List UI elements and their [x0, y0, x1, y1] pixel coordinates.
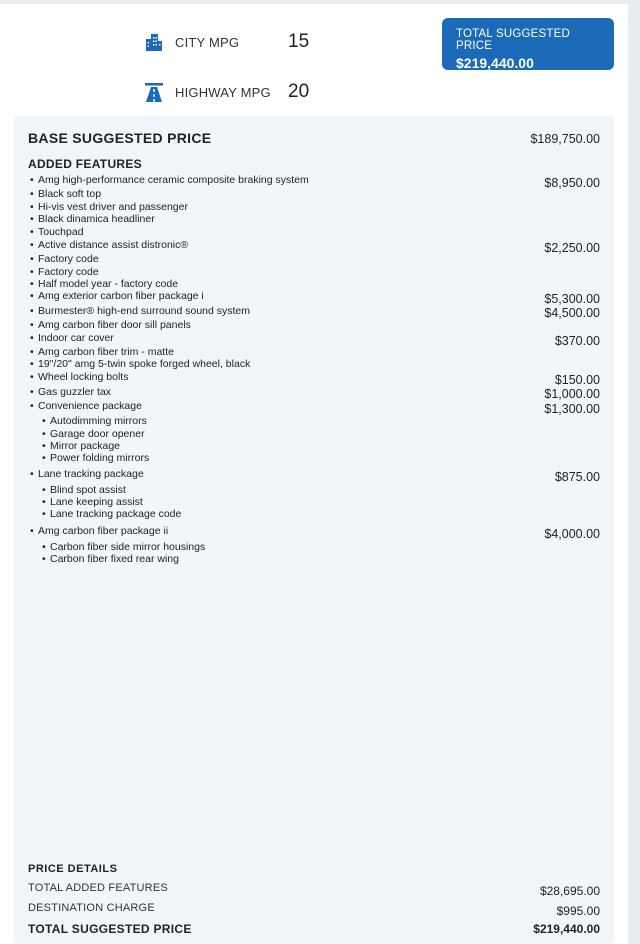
feature-price: $875.00: [554, 470, 600, 484]
feature-subitem: • Carbon fiber fixed rear wing: [42, 553, 179, 565]
feature-item: • Black dinamica headliner: [30, 213, 155, 225]
feature-item: • Amg exterior carbon fiber package i: [30, 290, 204, 302]
feature-item: • Factory code: [30, 253, 99, 265]
feature-text: Factory code: [38, 253, 99, 265]
feature-item: • 19"/20" amg 5-twin spoke forged wheel, black: [30, 358, 251, 370]
feature-subitem: • Lane keeping assist: [42, 496, 143, 508]
feature-text: 19"/20" amg 5-twin spoke forged wheel, black: [38, 358, 251, 370]
total-box-label: TOTAL SUGGESTED PRICE: [456, 28, 570, 52]
feature-price: $1,300.00: [544, 402, 600, 416]
feature-item: • Touchpad: [30, 226, 84, 238]
feature-text: Autodimming mirrors: [50, 415, 147, 427]
feature-item: • Active distance assist distronic®: [30, 239, 189, 251]
price-summary-page: [0, 4, 628, 944]
feature-subitem: • Mirror package: [42, 440, 121, 452]
highway-mpg-value: 20: [288, 81, 310, 102]
base-price-value: $189,750.00: [530, 132, 600, 146]
feature-price: $2,250.00: [544, 241, 600, 255]
added-features-title: ADDED FEATURES: [28, 157, 142, 171]
feature-text: Blind spot assist: [50, 484, 126, 496]
feature-text: Lane tracking package code: [50, 508, 182, 520]
price-details-title: PRICE DETAILS: [28, 863, 118, 875]
feature-item: • Convenience package: [30, 400, 142, 412]
feature-text: Half model year - factory code: [38, 278, 179, 290]
feature-item: • Factory code: [30, 266, 99, 278]
feature-item: • Black soft top: [30, 188, 102, 200]
feature-text: Factory code: [38, 266, 99, 278]
feature-text: Amg carbon fiber door sill panels: [38, 319, 191, 331]
feature-text: Wheel locking bolts: [38, 371, 129, 383]
feature-price: $370.00: [554, 334, 600, 348]
feature-text: Amg high-performance ceramic composite braking system: [38, 174, 309, 186]
feature-text: Amg carbon fiber trim - matte: [38, 346, 174, 358]
feature-price: $5,300.00: [544, 292, 600, 306]
feature-text: Lane keeping assist: [50, 496, 143, 508]
feature-item: • Amg carbon fiber door sill panels: [30, 319, 191, 331]
feature-item: • Amg carbon fiber package ii: [30, 525, 169, 537]
total-added-features-value: $28,695.00: [539, 884, 600, 898]
feature-item: • Hi-vis vest driver and passenger: [30, 201, 188, 213]
total-suggested-price-label: TOTAL SUGGESTED PRICE: [28, 922, 192, 936]
highway-road-icon: [145, 82, 163, 102]
feature-text: Burmester® high-end surround sound system: [38, 305, 251, 317]
highway-mpg-label: HIGHWAY MPG: [175, 84, 271, 100]
price-breakdown-panel: [14, 116, 614, 944]
feature-price: $4,500.00: [544, 306, 600, 320]
feature-text: Gas guzzler tax: [38, 386, 111, 398]
feature-text: Black dinamica headliner: [38, 213, 155, 225]
feature-text: Hi-vis vest driver and passenger: [38, 201, 188, 213]
feature-price: $1,000.00: [544, 387, 600, 401]
feature-text: Touchpad: [38, 226, 84, 238]
destination-charge-label: DESTINATION CHARGE: [28, 902, 155, 914]
feature-item: • Lane tracking package: [30, 468, 144, 480]
feature-subitem: • Autodimming mirrors: [42, 415, 147, 427]
feature-text: Black soft top: [38, 188, 102, 200]
feature-subitem: • Blind spot assist: [42, 484, 126, 496]
feature-text: Mirror package: [50, 440, 121, 452]
highway-mpg-row: [145, 80, 309, 104]
feature-text: Garage door opener: [50, 428, 145, 440]
feature-text: Lane tracking package: [38, 468, 144, 480]
total-suggested-price-box: [442, 18, 614, 70]
feature-item: • Amg carbon fiber trim - matte: [30, 346, 174, 358]
feature-item: • Wheel locking bolts: [30, 371, 129, 383]
total-suggested-price-value: $219,440.00: [533, 922, 600, 936]
feature-price: $4,000.00: [544, 527, 600, 541]
feature-text: Amg carbon fiber package ii: [38, 525, 169, 537]
feature-text: Amg exterior carbon fiber package i: [38, 290, 204, 302]
base-price-label: BASE SUGGESTED PRICE: [28, 130, 212, 146]
city-mpg-label: CITY MPG: [175, 34, 240, 50]
feature-subitem: • Power folding mirrors: [42, 452, 150, 464]
city-buildings-icon: [145, 32, 163, 52]
city-mpg-value: 15: [288, 31, 310, 52]
feature-item: • Indoor car cover: [30, 332, 114, 344]
feature-text: Power folding mirrors: [50, 452, 150, 464]
feature-item: • Burmester® high-end surround sound system: [30, 305, 251, 317]
feature-subitem: • Lane tracking package code: [42, 508, 182, 520]
feature-text: Carbon fiber fixed rear wing: [50, 553, 179, 565]
feature-text: Carbon fiber side mirror housings: [50, 541, 206, 553]
feature-price: $8,950.00: [544, 176, 600, 190]
feature-subitem: • Garage door opener: [42, 428, 145, 440]
feature-text: Active distance assist distronic®: [38, 239, 189, 251]
feature-text: Indoor car cover: [38, 332, 114, 344]
feature-price: $150.00: [554, 373, 600, 387]
total-box-value: $219,440.00: [456, 55, 534, 71]
feature-item: • Half model year - factory code: [30, 278, 179, 290]
total-added-features-label: TOTAL ADDED FEATURES: [28, 882, 168, 894]
feature-item: • Gas guzzler tax: [30, 386, 111, 398]
feature-item: • Amg high-performance ceramic composite braking system: [30, 174, 309, 186]
city-mpg-row: [145, 30, 309, 54]
feature-subitem: • Carbon fiber side mirror housings: [42, 541, 206, 553]
feature-text: Convenience package: [38, 400, 142, 412]
destination-charge-value: $995.00: [556, 904, 600, 918]
